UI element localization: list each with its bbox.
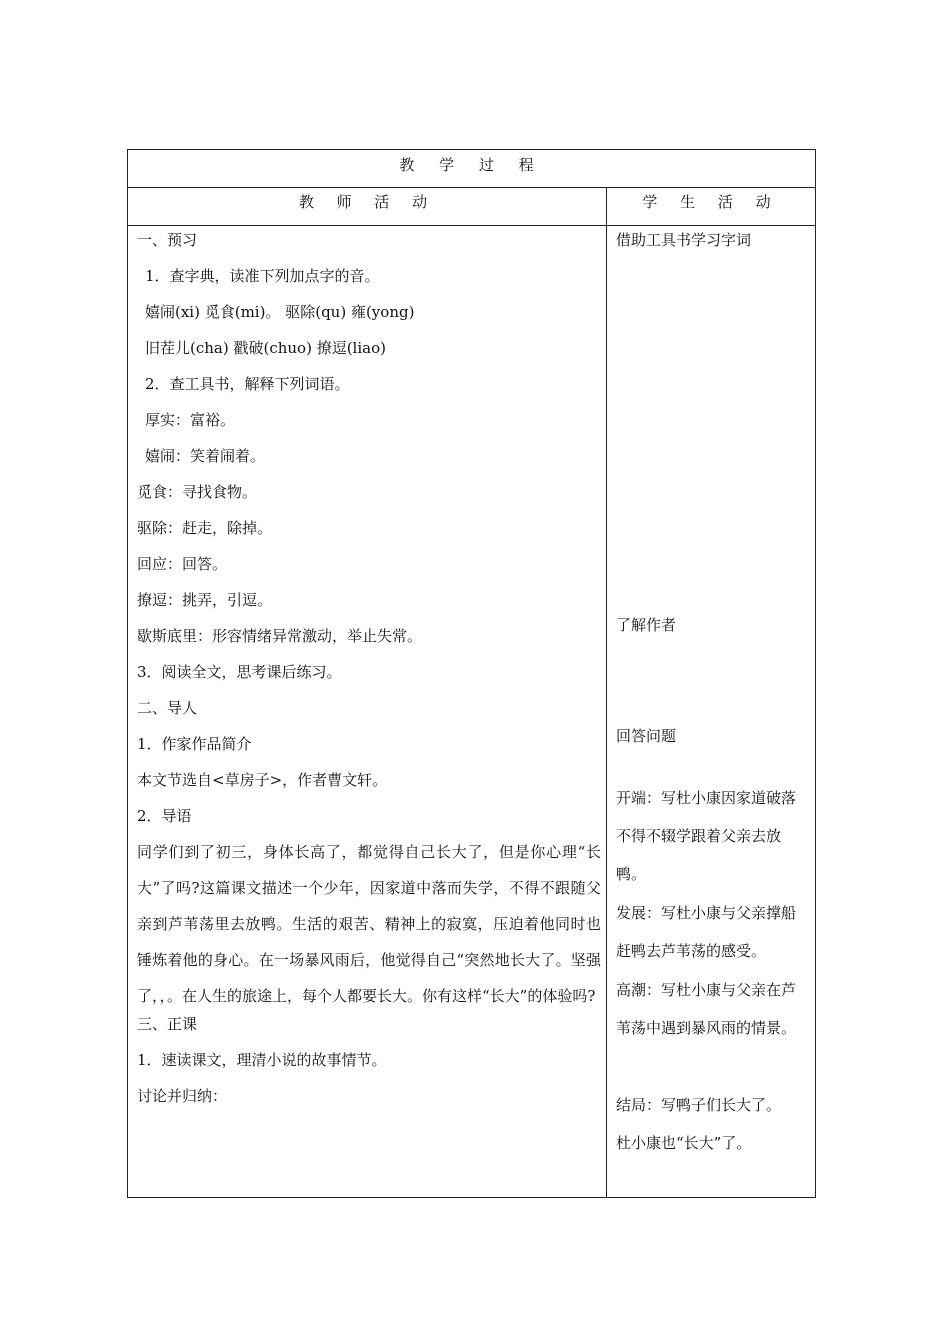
author-intro-heading: 1．作家作品简介 [137,735,252,753]
student-study-words: 借助工具书学习字词 [616,231,752,249]
student-know-author: 了解作者 [616,616,677,634]
pinyin-line-2: 旧茬儿(cha) 戳破(chuo) 撩逗(liao) [145,339,386,357]
plot-beginning: 开端：写杜小康因家道破落不得不辍学跟着父亲去放鸭。 [616,789,797,883]
vocab-xiesidili: 歇斯底里：形容情绪异常激动，举止失常。 [137,627,423,645]
plot-ending: 结局：写鸭子们长大了。 [616,1096,782,1114]
pinyin-line-1: 嬉闹(xi) 觅食(mi)。 驱除(qu) 雍(yong) [145,303,415,321]
vocab-houshi: 厚实：富裕。 [145,411,236,429]
task-dictionary: 1．查字典，读准下列加点字的音。 [145,267,380,285]
lead-in-heading: 2．导语 [137,807,192,825]
vocab-huiying: 回应：回答。 [137,555,228,573]
lesson-table [127,149,816,1198]
vocab-mishi: 觅食：寻找食物。 [137,483,258,501]
teacher-column-header: 教 师 活 动 [298,193,437,211]
plot-climax: 高潮：写杜小康与父亲在芦苇荡中遇到暴风雨的情景。 [616,981,797,1037]
vocab-quchu: 驱除：赶走，除掉。 [137,519,273,537]
task-reference-book: 2．查工具书，解释下列词语。 [145,375,350,393]
vocab-liaodou: 撩逗：挑弄，引逗。 [137,591,273,609]
student-answer: 回答问题 [616,727,677,745]
discussion-label: 讨论并归纳： [137,1087,228,1105]
section-heading-intro: 二、导人 [137,699,198,717]
table-title: 教 学 过 程 [128,150,815,188]
student-column-header: 学 生 活 动 [642,193,780,211]
header-row [128,188,815,226]
task-plot: 1．速读课文，理清小说的故事情节。 [137,1051,387,1069]
lead-in-paragraph: 同学们到了初三，身体长高了，都觉得自己长大了，但是你心理“长大”了吗?这篇课文描述一个少年，因家道中落而失学，不得不跟随父亲到芦苇荡里去放鸭。生活的艰苦、精神上的寂寞，压迫着他同时也锤炼着他的身心。在一场暴风雨后，他觉得自己“突然地长大了。坚强了，，。在人生的旅途上，每个人都要长大。你有这样“长大”的体验吗? [137,843,601,1005]
author-intro-text: 本文节选自<草房子>，作者曹文轩。 [137,771,388,789]
plot-ending-2: 杜小康也“长大”了。 [616,1134,752,1152]
section-heading-main: 三、正课 [137,1015,198,1033]
vocab-xinao: 嬉闹：笑着闹着。 [145,447,266,465]
task-read-text: 3．阅读全文，思考课后练习。 [137,663,342,681]
column-divider [606,188,607,1198]
section-heading-preview: 一、预习 [137,231,198,249]
teacher-activity-column [137,226,601,1118]
plot-development: 发展：写杜小康与父亲撑船赶鸭去芦苇荡的感受。 [616,904,797,960]
